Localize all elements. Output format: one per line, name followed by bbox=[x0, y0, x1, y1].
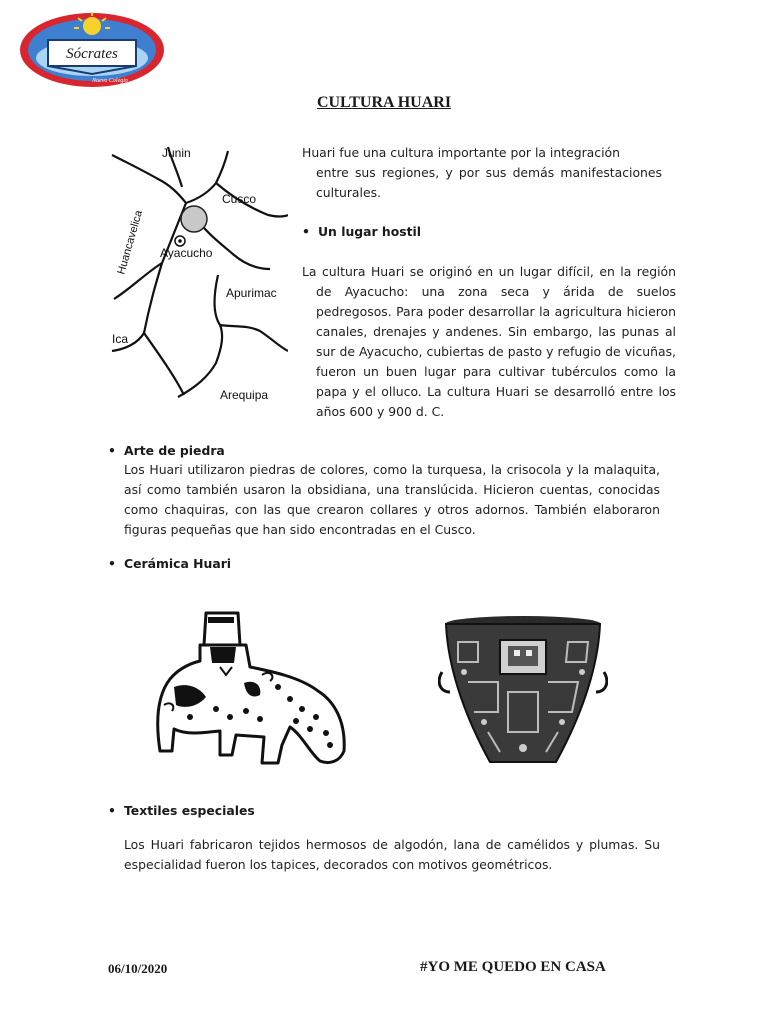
heading-text: Un lugar hostil bbox=[318, 224, 422, 239]
intro-line1: Huari fue una cultura importante por la integración bbox=[302, 145, 620, 160]
bullet: • bbox=[302, 224, 310, 239]
bullet: • bbox=[108, 803, 116, 818]
page-title: CULTURA HUARI bbox=[316, 94, 452, 111]
ayacucho-region-map bbox=[108, 143, 288, 405]
school-logo bbox=[18, 10, 168, 90]
map-label-junin: Junin bbox=[162, 146, 191, 160]
logo-subtitle: Nuevo Colegio bbox=[92, 78, 128, 84]
vase-ceramic-image bbox=[438, 612, 608, 772]
heading-text: Cerámica Huari bbox=[124, 556, 232, 571]
map-label-apurimac: Apurimac bbox=[226, 286, 277, 300]
bullet: • bbox=[108, 443, 116, 458]
paragraph-arte-piedra: Los Huari utilizaron piedras de colores, como la turquesa, la crisocola y la malaquita, así como también usaron la obsidiana, una translúcida. Hicieron cuentas, conocidas como chaquiras, con las que crearon collares y otros adornos. También elaboraron figuras pequeñas que han sido encontradas en el Cusco. bbox=[124, 462, 660, 537]
footer-hashtag: #YO ME QUEDO EN CASA bbox=[420, 959, 606, 975]
footer-date: 06/10/2020 bbox=[108, 961, 168, 976]
logo-name: Sócrates bbox=[66, 46, 118, 62]
map-label-arequipa: Arequipa bbox=[220, 388, 269, 402]
bullet: • bbox=[108, 556, 116, 571]
section-heading-lugar-hostil bbox=[302, 222, 421, 242]
paragraph-textiles: Los Huari fabricaron tejidos hermosos de algodón, lana de camélidos y plumas. Su especialidad fueron los tapices, decorados con motivos geométricos. bbox=[124, 837, 660, 872]
intro-rest: entre sus regiones, y por sus demás manifestaciones culturales. bbox=[316, 165, 662, 200]
paragraph-lugar-hostil: La cultura Huari se originó en un lugar difícil, en la región de Ayacucho: una zona seca y árida de suelos pedregosos. Para poder desarrollar la agricultura hicieron canales, drenajes y andenes. Sin embargo, las punas al sur de Ayacucho, cubiertas de pasto y refugio de vicuñas, fueron un buen lugar para cultivar tubérculos como la papa y el olluco. La cultura Huari se desarrolló entre los años 600 y 900 d. C. bbox=[302, 264, 676, 419]
section-heading-ceramica bbox=[108, 554, 231, 574]
section-heading-arte-piedra bbox=[108, 441, 225, 461]
heading-text: Arte de piedra bbox=[124, 443, 225, 458]
intro-paragraph bbox=[302, 143, 662, 203]
map-label-cusco: Cusco bbox=[222, 192, 257, 206]
map-label-ayacucho: Ayacucho bbox=[160, 246, 213, 260]
map-label-huancavelica: Huancavelica bbox=[115, 209, 146, 276]
llama-ceramic-image bbox=[150, 605, 350, 775]
map-label-ica: Ica bbox=[112, 332, 129, 346]
heading-text: Textiles especiales bbox=[124, 803, 255, 818]
section-heading-textiles bbox=[108, 801, 255, 821]
